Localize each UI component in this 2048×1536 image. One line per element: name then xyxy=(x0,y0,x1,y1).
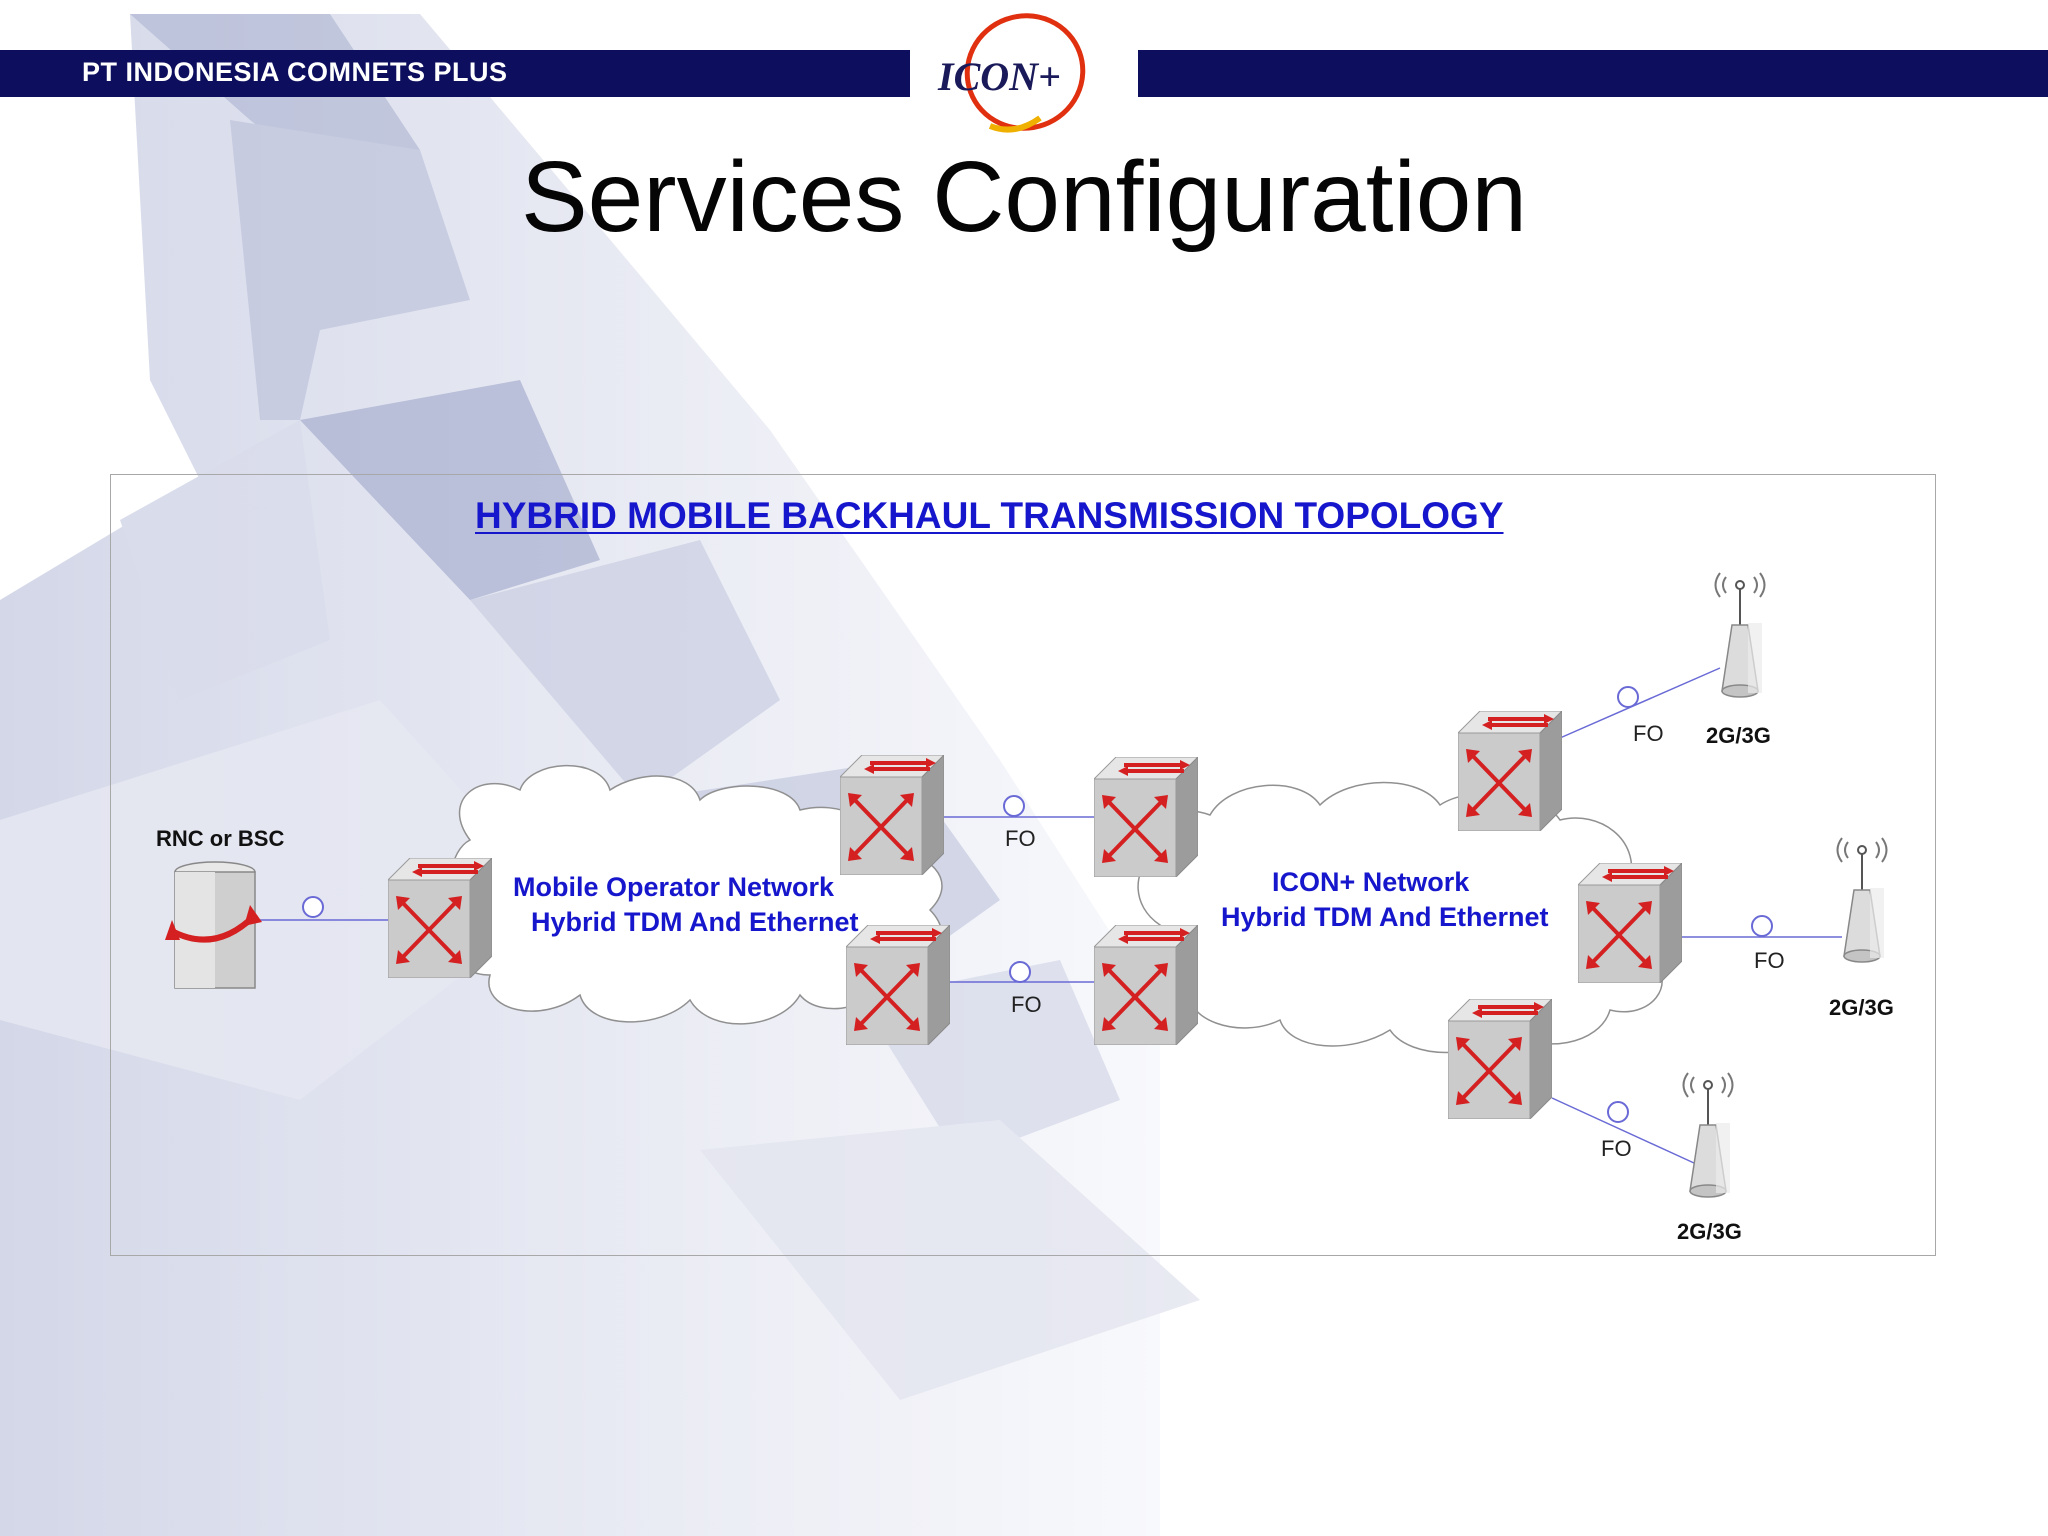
switch-mobile-top xyxy=(840,755,944,875)
cell-tower-mid xyxy=(1838,838,1887,962)
rnc-bsc-server xyxy=(165,862,262,988)
switch-icon-bottom xyxy=(1094,925,1198,1045)
slide-title: Services Configuration xyxy=(520,141,1528,253)
icon-network-label-line1: ICON+ Network xyxy=(1272,867,1470,897)
site-label-bottom: 2G/3G xyxy=(1677,1219,1742,1244)
mobile-network-label-line2: Hybrid TDM And Ethernet xyxy=(531,907,859,937)
switch-icon-lower-right xyxy=(1448,999,1552,1119)
link-port xyxy=(303,897,323,917)
cell-tower-top xyxy=(1716,573,1765,697)
fo-label: FO xyxy=(1754,948,1785,973)
site-label-mid: 2G/3G xyxy=(1829,995,1894,1020)
topology-title: HYBRID MOBILE BACKHAUL TRANSMISSION TOPOLOGY xyxy=(475,495,1504,536)
fo-label: FO xyxy=(1011,992,1042,1017)
company-name: PT INDONESIA COMNETS PLUS xyxy=(82,57,508,87)
site-label-top: 2G/3G xyxy=(1706,723,1771,748)
fo-label: FO xyxy=(1005,826,1036,851)
link-port xyxy=(1608,1102,1628,1122)
svg-text:ICON+: ICON+ xyxy=(938,54,1061,99)
switch-mobile-bottom xyxy=(846,925,950,1045)
switch-icon-top xyxy=(1094,757,1198,877)
link-port xyxy=(1010,962,1030,982)
icon-network-label-line2: Hybrid TDM And Ethernet xyxy=(1221,902,1549,932)
switch-icon-right xyxy=(1578,863,1682,983)
cell-tower-bottom xyxy=(1684,1073,1733,1197)
rnc-label: RNC or BSC xyxy=(156,826,285,851)
link-port xyxy=(1752,916,1772,936)
fo-label: FO xyxy=(1633,721,1664,746)
link-port xyxy=(1618,687,1638,707)
mobile-network-label-line1: Mobile Operator Network xyxy=(513,872,835,902)
switch-icon-upper-right xyxy=(1458,711,1562,831)
switch-mobile-left xyxy=(388,858,492,978)
link-port xyxy=(1004,796,1024,816)
fo-label: FO xyxy=(1601,1136,1632,1161)
